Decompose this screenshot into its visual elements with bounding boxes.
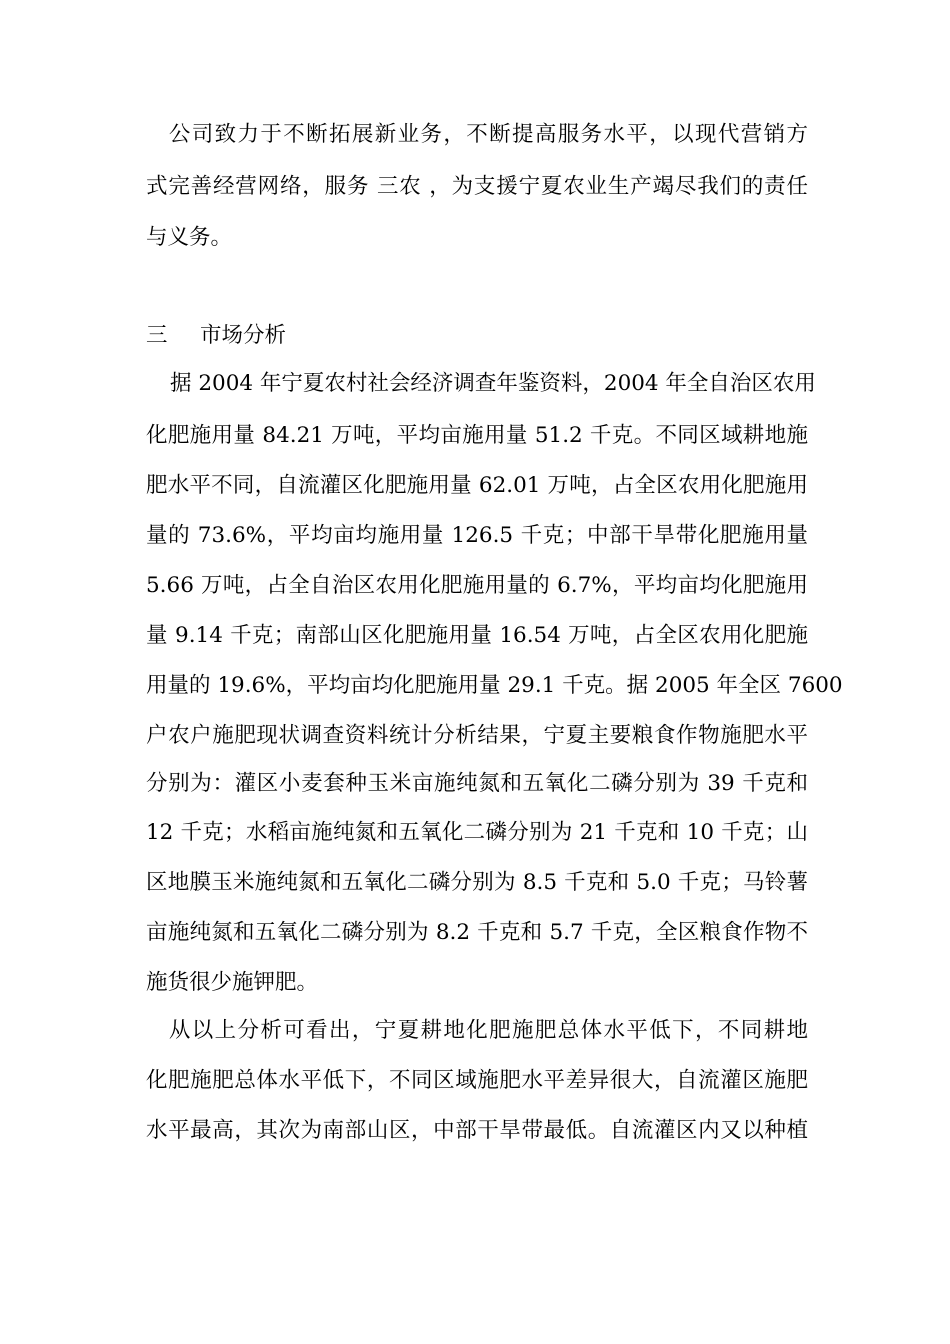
section-number: 三 bbox=[146, 323, 168, 348]
text-line: 户农户施肥现状调查资料统计分析结果，宁夏主要粮食作物施肥水平 bbox=[146, 723, 808, 748]
text-line: 化肥施肥总体水平低下，不同区域施肥水平差异很大，自流灌区施肥 bbox=[146, 1068, 808, 1093]
text-line: 肥水平不同，自流灌区化肥施用量 62.01 万吨，占全区农用化肥施用 bbox=[146, 473, 808, 498]
text-line: 水平最高，其次为南部山区，中部干旱带最低。自流灌区内又以种植 bbox=[146, 1118, 808, 1143]
text-line: 与义务。 bbox=[146, 225, 233, 250]
text-line: 化肥施用量 84.21 万吨，平均亩施用量 51.2 千克。不同区域耕地施 bbox=[146, 423, 808, 448]
section-title: 市场分析 bbox=[200, 323, 287, 348]
text-line: 式完善经营网络，服务 三农 ，为支援宁夏农业生产竭尽我们的责任 bbox=[146, 174, 808, 199]
text-line: 亩施纯氮和五氧化二磷分别为 8.2 千克和 5.7 千克，全区粮食作物不 bbox=[146, 920, 808, 945]
text-line: 量 9.14 千克；南部山区化肥施用量 16.54 万吨，占全区农用化肥施 bbox=[146, 623, 808, 648]
text-line: 据 2004 年宁夏农村社会经济调查年鉴资料，2004 年全自治区农用 bbox=[170, 371, 816, 396]
text-line: 区地膜玉米施纯氮和五氧化二磷分别为 8.5 千克和 5.0 千克；马铃薯 bbox=[146, 870, 808, 895]
text-line: 公司致力于不断拓展新业务，不断提高服务水平，以现代营销方 bbox=[146, 122, 808, 147]
text-line: 12 千克；水稻亩施纯氮和五氧化二磷分别为 21 千克和 10 千克；山 bbox=[146, 820, 808, 845]
text-line: 从以上分析可看出，宁夏耕地化肥施肥总体水平低下，不同耕地 bbox=[146, 1018, 808, 1043]
text-line: 量的 73.6%，平均亩均施用量 126.5 千克；中部干旱带化肥施用量 bbox=[146, 523, 808, 548]
text-line: 用量的 19.6%，平均亩均化肥施用量 29.1 千克。据 2005 年全区 7600 bbox=[146, 673, 843, 698]
text-line: 分别为：灌区小麦套种玉米亩施纯氮和五氧化二磷分别为 39 千克和 bbox=[146, 771, 808, 796]
text-line: 5.66 万吨，占全自治区农用化肥施用量的 6.7%，平均亩均化肥施用 bbox=[146, 573, 808, 598]
section-heading bbox=[146, 318, 286, 354]
text-line: 施货很少施钾肥。 bbox=[146, 970, 319, 995]
